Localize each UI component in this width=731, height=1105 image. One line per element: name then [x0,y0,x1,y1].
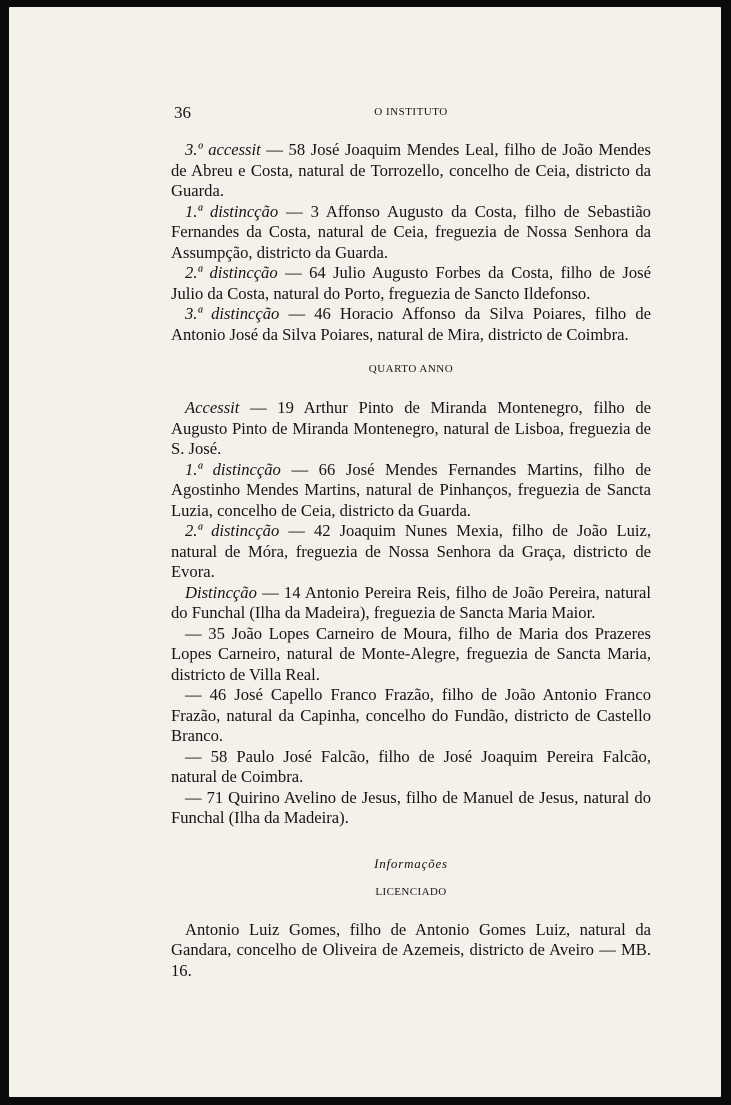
section-heading-quarto-anno: QUARTO ANNO [368,363,454,375]
list-item [171,685,651,747]
list-item [171,583,651,624]
quarto-anno-list [171,398,651,829]
entry-label: Distincção [185,582,257,602]
list-item [171,263,651,304]
entry-text: — 58 José Joaquim Mendes Leal, filho de João Mendes de Abreu e Costa, natural de Torrozello, concelho de Ceia, districto da Guarda. [171,140,651,200]
entry-label: 3.º accessit [185,140,261,159]
entry-text: — 71 Quirino Avelino de Jesus, filho de Manuel de Jesus, natural do Funchal (Ilha da Madeira). [171,787,651,827]
entry-label: 2.ª distincção [185,263,278,282]
entry-label: 1.ª distincção [185,459,281,479]
list-item [171,788,651,829]
list-item [171,304,651,345]
entry-label: 2.ª distincção [185,521,280,540]
list-item [171,398,651,460]
list-item [171,624,651,686]
page-header [171,103,651,129]
entry-text: — 46 José Capello Franco Frazão, filho de João Antonio Franco Frazão, natural da Capinha, concelho do Fundão, districto de Castello Branco. [171,685,651,745]
entry-text: — 14 Antonio Pereira Reis, filho de João Pereira, natural do Funchal (Ilha da Madeira), freguezia de Sancta Maria Maior. [171,582,651,622]
entry-text: — 3 Affonso Augusto da Costa, filho de Sebastião Fernandes da Costa, natural de Ceia, freguezia de Nossa Senhora da Assumpção, districto da Guarda. [171,201,651,262]
list-item [171,202,651,264]
entry-text: — 42 Joaquim Nunes Mexia, filho de João Luiz, natural de Móra, freguezia de Nossa Senhora da Graça, districto de Evora. [171,521,651,581]
entry-label: 3.ª distincção [185,304,280,323]
page-content [171,103,651,981]
scanned-page [9,7,721,1097]
entry-text: — 66 José Mendes Fernandes Martins, filho de Agostinho Mendes Martins, natural de Pinhanços, freguezia de Sancta Luzia, concelho de Ceia, districto da Guarda. [171,459,651,520]
entry-text: — 46 Horacio Affonso da Silva Poiares, filho de Antonio José da Silva Poiares, natural de Mira, districto de Coimbra. [171,304,651,344]
running-title: O INSTITUTO [374,106,448,118]
informacoes-title: Informações [374,855,448,871]
terceiro-ano-list [171,140,651,345]
list-item [171,460,651,522]
entry-label: 1.ª distincção [185,201,279,221]
entry-text: — 19 Arthur Pinto de Miranda Montenegro, filho de Augusto Pinto de Miranda Montenegro, natural de Lisboa, freguezia de S. José. [171,398,651,458]
list-item [171,521,651,583]
entry-label: Accessit [185,398,240,417]
licenciado-entry: Antonio Luiz Gomes, filho de Antonio Gomes Luiz, natural da Gandara, concelho de Oliveira de Azemeis, districto de Aveiro — MB. 16. [171,919,651,980]
list-item [171,747,651,788]
entry-text: — 58 Paulo José Falcão, filho de José Joaquim Pereira Falcão, natural de Coimbra. [171,746,651,786]
list-item [171,140,651,202]
licenciado-heading: LICENCIADO [375,885,447,898]
page-number: 36 [174,103,191,122]
entry-text: — 35 João Lopes Carneiro de Moura, filho de Maria dos Prazeres Lopes Carneiro, natural de Monte-Alegre, freguezia de Sancta Maria, districto de Villa Real. [171,623,651,684]
entry-text: — 64 Julio Augusto Forbes da Costa, filho de José Julio da Costa, natural do Porto, freguezia de Sancto Ildefonso. [171,263,651,303]
